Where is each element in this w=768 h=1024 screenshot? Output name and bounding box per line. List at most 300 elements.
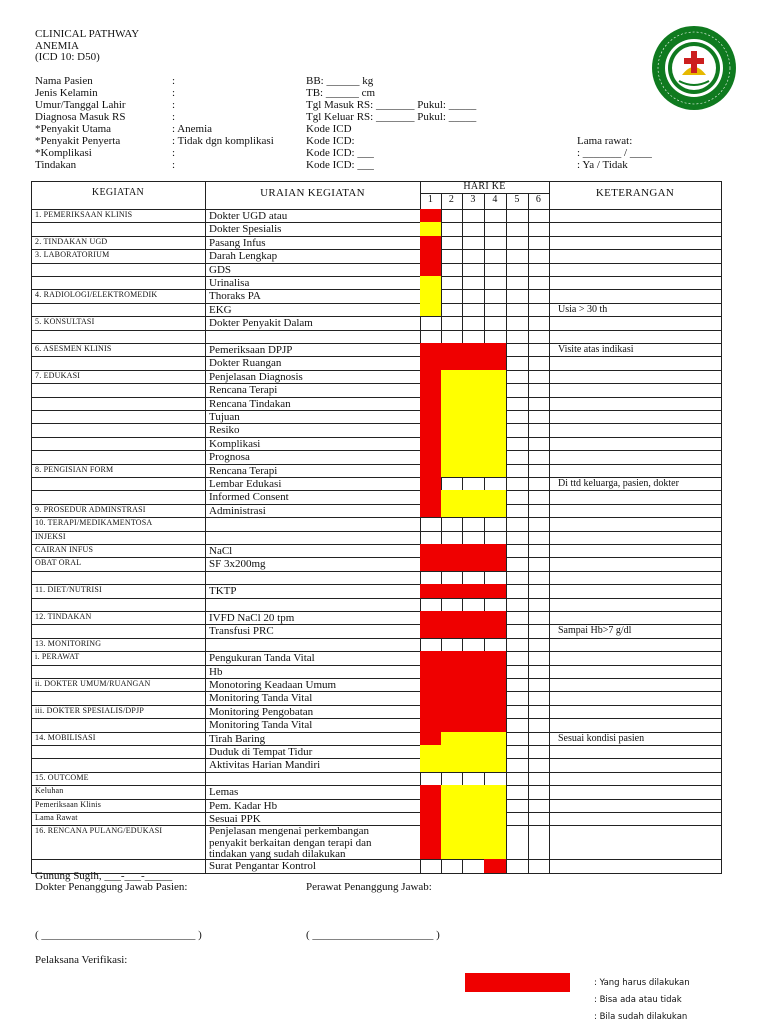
day-cell bbox=[462, 490, 485, 504]
day-cell bbox=[528, 624, 550, 638]
day-cell bbox=[441, 758, 463, 772]
day-cell bbox=[528, 745, 550, 759]
activity-label: NaCl bbox=[209, 545, 233, 557]
day-cell bbox=[420, 289, 442, 303]
activity-label: Tirah Baring bbox=[209, 732, 266, 745]
day-cell bbox=[420, 584, 442, 598]
day-cell bbox=[506, 477, 529, 491]
day-cell bbox=[462, 263, 485, 277]
day-cell bbox=[441, 584, 463, 598]
day-cell bbox=[441, 785, 463, 799]
table-row-keterangan bbox=[549, 316, 722, 330]
category-label: 13. MONITORING bbox=[35, 638, 102, 648]
day-cell bbox=[484, 477, 507, 491]
day-cell bbox=[462, 665, 485, 679]
category-label: 2. TINDAKAN UGD bbox=[35, 236, 108, 246]
day-cell bbox=[420, 276, 442, 290]
day-cell bbox=[462, 423, 485, 437]
table-row-keterangan bbox=[549, 504, 722, 518]
day-cell bbox=[506, 745, 529, 759]
day-cell bbox=[462, 598, 485, 612]
category-label: INJEKSI bbox=[35, 531, 66, 541]
day-cell bbox=[528, 691, 550, 705]
day-cell bbox=[484, 584, 507, 598]
day-cell bbox=[462, 450, 485, 464]
category-label: 14. MOBILISASI bbox=[35, 732, 96, 742]
day-cell bbox=[441, 356, 463, 370]
day-cell bbox=[462, 504, 485, 518]
info-value: : Anemia bbox=[172, 123, 213, 135]
day-cell bbox=[528, 464, 550, 478]
day-cell bbox=[420, 437, 442, 451]
day-cell bbox=[462, 370, 485, 384]
activity-label: EKG bbox=[209, 303, 232, 316]
day-cell bbox=[528, 732, 550, 746]
keterangan-label: Sampai Hb>7 g/dl bbox=[558, 625, 632, 637]
table-row-uraian bbox=[205, 584, 421, 598]
day-cell bbox=[484, 531, 507, 545]
table-row-keterangan bbox=[549, 531, 722, 545]
day-cell bbox=[420, 477, 442, 491]
day-cell bbox=[441, 222, 463, 236]
info-far: : _______ / ____ bbox=[577, 147, 652, 159]
day-cell bbox=[484, 303, 507, 317]
day-cell bbox=[462, 356, 485, 370]
activity-label: Duduk di Tempat Tidur bbox=[209, 746, 313, 758]
table-row-kegiatan bbox=[31, 397, 206, 411]
day-cell bbox=[528, 584, 550, 598]
day-cell bbox=[420, 517, 442, 531]
table-row-kegiatan bbox=[31, 423, 206, 437]
day-cell bbox=[506, 236, 529, 250]
table-row-uraian bbox=[205, 772, 421, 786]
day-cell bbox=[528, 209, 550, 223]
category-label: i. PERAWAT bbox=[35, 652, 80, 662]
day-cell bbox=[528, 276, 550, 290]
day-cell bbox=[506, 450, 529, 464]
day-cell bbox=[528, 812, 550, 826]
day-cell bbox=[484, 263, 507, 277]
day-cell bbox=[420, 504, 442, 518]
day-cell bbox=[462, 397, 485, 411]
day-cell bbox=[441, 651, 463, 665]
day-cell bbox=[528, 517, 550, 531]
table-row-uraian bbox=[205, 571, 421, 585]
header-day-number: 3 bbox=[470, 194, 476, 205]
day-cell bbox=[462, 611, 485, 625]
day-cell bbox=[528, 289, 550, 303]
table-row-keterangan bbox=[549, 437, 722, 451]
table-row-kegiatan bbox=[31, 263, 206, 277]
activity-label: Informed Consent bbox=[209, 491, 289, 504]
day-cell bbox=[506, 209, 529, 223]
day-cell bbox=[528, 249, 550, 263]
day-cell bbox=[484, 437, 507, 451]
day-cell bbox=[506, 772, 529, 786]
table-row-keterangan bbox=[549, 450, 722, 464]
day-cell bbox=[420, 397, 442, 411]
table-row-keterangan bbox=[549, 249, 722, 263]
day-cell bbox=[484, 745, 507, 759]
day-cell bbox=[484, 209, 507, 223]
day-cell bbox=[506, 356, 529, 370]
day-cell bbox=[484, 718, 507, 732]
day-cell bbox=[420, 450, 442, 464]
day-cell bbox=[528, 303, 550, 317]
day-cell bbox=[441, 423, 463, 437]
day-cell bbox=[484, 410, 507, 424]
table-row-kegiatan bbox=[31, 222, 206, 236]
day-cell bbox=[528, 531, 550, 545]
header-day-number: 1 bbox=[427, 194, 434, 205]
activity-label: Monitoring Tanda Vital bbox=[209, 692, 313, 705]
day-cell bbox=[462, 276, 485, 290]
day-cell bbox=[441, 397, 463, 411]
category-label: 11. DIET/NUTRISI bbox=[35, 585, 102, 595]
day-cell bbox=[462, 236, 485, 250]
day-cell bbox=[484, 316, 507, 330]
day-cell bbox=[506, 517, 529, 531]
day-cell bbox=[528, 557, 550, 571]
day-cell bbox=[420, 745, 442, 759]
table-row-keterangan bbox=[549, 571, 722, 585]
day-cell bbox=[420, 209, 442, 223]
table-row-keterangan bbox=[549, 584, 722, 598]
day-cell bbox=[420, 343, 442, 357]
activity-label: Penjelasan mengenai perkembangan penyakit berkaitan dengan terapi dan tindakan yang sudah dilakukan bbox=[209, 825, 372, 861]
table-row-keterangan bbox=[549, 611, 722, 625]
day-cell bbox=[506, 544, 529, 558]
table-row-keterangan bbox=[549, 705, 722, 719]
day-cell bbox=[420, 263, 442, 277]
info-right: Kode ICD: ___ bbox=[306, 159, 374, 171]
day-cell bbox=[441, 370, 463, 384]
day-cell bbox=[528, 678, 550, 692]
table-row-kegiatan bbox=[31, 477, 206, 491]
category-label: Pemeriksaan Klinis bbox=[35, 799, 102, 809]
day-cell bbox=[528, 437, 550, 451]
keterangan-label: Di ttd keluarga, pasien, dokter bbox=[558, 478, 679, 489]
day-cell bbox=[528, 544, 550, 558]
day-cell bbox=[462, 316, 485, 330]
info-label: Diagnosa Masuk RS bbox=[35, 111, 126, 123]
day-cell bbox=[506, 812, 529, 826]
activity-label: Dokter Ruangan bbox=[209, 357, 282, 370]
day-cell bbox=[484, 598, 507, 612]
category-label: 5. KONSULTASI bbox=[35, 317, 95, 327]
day-cell bbox=[420, 303, 442, 317]
day-cell bbox=[420, 678, 442, 692]
day-cell bbox=[506, 423, 529, 437]
table-row-keterangan bbox=[549, 691, 722, 705]
category-label: 7. EDUKASI bbox=[35, 370, 81, 380]
table-row-keterangan bbox=[549, 785, 722, 799]
activity-label: Pemeriksaan DPJP bbox=[209, 344, 293, 356]
day-cell bbox=[528, 665, 550, 679]
day-cell bbox=[462, 799, 485, 813]
table-row-keterangan bbox=[549, 490, 722, 504]
activity-label: Rencana Terapi bbox=[209, 464, 278, 477]
day-cell bbox=[462, 330, 485, 344]
day-cell bbox=[506, 785, 529, 799]
day-cell bbox=[420, 691, 442, 705]
day-cell bbox=[506, 557, 529, 571]
day-cell bbox=[506, 222, 529, 236]
table-row-kegiatan bbox=[31, 437, 206, 451]
table-row-keterangan bbox=[549, 289, 722, 303]
day-cell bbox=[462, 638, 485, 652]
day-cell bbox=[420, 665, 442, 679]
day-cell bbox=[420, 236, 442, 250]
day-cell bbox=[528, 758, 550, 772]
day-cell bbox=[484, 397, 507, 411]
day-cell bbox=[462, 825, 485, 860]
table-row-kegiatan bbox=[31, 665, 206, 679]
table-row-kegiatan bbox=[31, 624, 206, 638]
table-row-uraian bbox=[205, 330, 421, 344]
day-cell bbox=[462, 383, 485, 397]
info-right: Kode ICD bbox=[306, 123, 352, 135]
day-cell bbox=[484, 772, 507, 786]
day-cell bbox=[528, 598, 550, 612]
category-label: Keluhan bbox=[35, 786, 64, 796]
day-cell bbox=[528, 316, 550, 330]
table-row-keterangan bbox=[549, 557, 722, 571]
day-cell bbox=[484, 450, 507, 464]
info-right: Tgl Masuk RS: _______ Pukul: _____ bbox=[306, 99, 477, 111]
header-kegiatan-label: KEGIATAN bbox=[91, 187, 145, 198]
day-cell bbox=[506, 504, 529, 518]
day-cell bbox=[506, 531, 529, 545]
activity-label: Dokter Spesialis bbox=[209, 223, 282, 236]
day-cell bbox=[506, 584, 529, 598]
table-row-kegiatan bbox=[31, 410, 206, 424]
day-cell bbox=[528, 490, 550, 504]
day-cell bbox=[506, 383, 529, 397]
day-cell bbox=[420, 812, 442, 826]
day-cell bbox=[420, 732, 442, 746]
day-cell bbox=[462, 544, 485, 558]
day-cell bbox=[506, 303, 529, 317]
info-label: Tindakan bbox=[35, 159, 77, 171]
info-value: : bbox=[172, 99, 176, 111]
day-cell bbox=[528, 859, 550, 873]
table-row-uraian bbox=[205, 638, 421, 652]
info-right: Kode ICD: ___ bbox=[306, 147, 374, 159]
day-cell bbox=[462, 571, 485, 585]
day-cell bbox=[441, 236, 463, 250]
day-cell bbox=[528, 222, 550, 236]
info-value: : bbox=[172, 147, 176, 159]
activity-label: Komplikasi bbox=[209, 437, 261, 450]
day-cell bbox=[420, 316, 442, 330]
day-cell bbox=[484, 812, 507, 826]
day-cell bbox=[420, 772, 442, 786]
category-label: 15. OUTCOME bbox=[35, 772, 89, 782]
day-cell bbox=[441, 303, 463, 317]
activity-label: Sesuai PPK bbox=[209, 813, 261, 825]
day-cell bbox=[484, 638, 507, 652]
day-cell bbox=[528, 343, 550, 357]
day-cell bbox=[528, 477, 550, 491]
info-label: Umur/Tanggal Lahir bbox=[35, 99, 126, 111]
day-cell bbox=[506, 732, 529, 746]
keterangan-label: Sesuai kondisi pasien bbox=[558, 732, 645, 744]
day-cell bbox=[420, 557, 442, 571]
activity-label: Pasang Infus bbox=[209, 236, 266, 249]
day-cell bbox=[528, 330, 550, 344]
header-day-number: 4 bbox=[492, 194, 498, 205]
day-cell bbox=[420, 718, 442, 732]
table-row-keterangan bbox=[549, 678, 722, 692]
activity-label: Pem. Kadar Hb bbox=[209, 799, 278, 812]
table-row-keterangan bbox=[549, 209, 722, 223]
day-cell bbox=[528, 799, 550, 813]
info-right: Tgl Keluar RS: _______ Pukul: _____ bbox=[306, 111, 477, 123]
day-cell bbox=[506, 678, 529, 692]
title-line-1: CLINICAL PATHWAY bbox=[35, 28, 140, 40]
day-cell bbox=[484, 825, 507, 860]
activity-label: GDS bbox=[209, 263, 232, 276]
day-cell bbox=[462, 772, 485, 786]
day-cell bbox=[484, 276, 507, 290]
day-cell bbox=[484, 678, 507, 692]
table-row-kegiatan bbox=[31, 303, 206, 317]
table-row-uraian bbox=[205, 665, 421, 679]
category-label: 6. ASESMEN KLINIS bbox=[35, 344, 112, 353]
day-cell bbox=[484, 799, 507, 813]
info-right: TB: ______ cm bbox=[306, 87, 376, 99]
day-cell bbox=[441, 450, 463, 464]
day-cell bbox=[484, 464, 507, 478]
day-cell bbox=[484, 732, 507, 746]
day-cell bbox=[506, 758, 529, 772]
info-value: : bbox=[172, 159, 176, 171]
day-cell bbox=[441, 718, 463, 732]
day-cell bbox=[462, 464, 485, 478]
header-hari-label: HARI KE bbox=[463, 181, 506, 192]
category-label: Lama Rawat bbox=[35, 813, 78, 822]
day-cell bbox=[462, 410, 485, 424]
activity-label: Darah Lengkap bbox=[209, 250, 278, 263]
category-label: OBAT ORAL bbox=[35, 558, 82, 568]
keterangan-label: Usia > 30 th bbox=[558, 303, 608, 315]
table-row-keterangan bbox=[549, 356, 722, 370]
table-row-keterangan bbox=[549, 423, 722, 437]
day-cell bbox=[441, 490, 463, 504]
day-cell bbox=[484, 758, 507, 772]
header-day-number: 2 bbox=[448, 194, 455, 205]
day-cell bbox=[506, 316, 529, 330]
day-cell bbox=[420, 825, 442, 860]
table-row-keterangan bbox=[549, 718, 722, 732]
day-cell bbox=[441, 665, 463, 679]
day-cell bbox=[484, 691, 507, 705]
day-cell bbox=[441, 638, 463, 652]
table-row-keterangan bbox=[549, 665, 722, 679]
info-label: Nama Pasien bbox=[35, 75, 93, 87]
day-cell bbox=[441, 812, 463, 826]
info-right: BB: ______ kg bbox=[306, 75, 374, 87]
info-label: Jenis Kelamin bbox=[35, 87, 98, 99]
activity-label: Aktivitas Harian Mandiri bbox=[209, 759, 321, 772]
day-cell bbox=[506, 343, 529, 357]
day-cell bbox=[484, 370, 507, 384]
day-cell bbox=[484, 289, 507, 303]
day-cell bbox=[462, 209, 485, 223]
day-cell bbox=[462, 718, 485, 732]
doctor-label: Dokter Penanggung Jawab Pasien: bbox=[35, 881, 188, 893]
day-cell bbox=[528, 638, 550, 652]
category-label: CAIRAN INFUS bbox=[35, 545, 94, 554]
table-row-keterangan bbox=[549, 825, 722, 860]
day-cell bbox=[462, 758, 485, 772]
day-cell bbox=[420, 624, 442, 638]
day-cell bbox=[506, 571, 529, 585]
day-cell bbox=[506, 330, 529, 344]
day-cell bbox=[420, 531, 442, 545]
day-cell bbox=[484, 665, 507, 679]
day-cell bbox=[506, 410, 529, 424]
day-cell bbox=[441, 276, 463, 290]
day-cell bbox=[441, 571, 463, 585]
category-label: ii. DOKTER UMUM/RUANGAN bbox=[35, 679, 151, 688]
day-cell bbox=[462, 812, 485, 826]
category-label: 12. TINDAKAN bbox=[35, 612, 92, 621]
day-cell bbox=[441, 859, 463, 873]
day-cell bbox=[441, 825, 463, 860]
activity-label: Monitoring Tanda Vital bbox=[209, 719, 313, 732]
table-row-kegiatan bbox=[31, 691, 206, 705]
day-cell bbox=[528, 611, 550, 625]
legend-swatch-red bbox=[465, 973, 570, 992]
day-cell bbox=[506, 691, 529, 705]
day-cell bbox=[484, 423, 507, 437]
day-cell bbox=[420, 598, 442, 612]
activity-label: Penjelasan Diagnosis bbox=[209, 370, 303, 383]
day-cell bbox=[506, 799, 529, 813]
table-row-keterangan bbox=[549, 859, 722, 873]
table-row-kegiatan bbox=[31, 758, 206, 772]
day-cell bbox=[462, 222, 485, 236]
doctor-signature: ( ____________________________ ) bbox=[35, 929, 202, 941]
legend-text-red: : Yang harus dilakukan bbox=[594, 978, 690, 988]
table-row-keterangan bbox=[549, 638, 722, 652]
day-cell bbox=[420, 423, 442, 437]
activity-label: Lemas bbox=[209, 786, 239, 799]
day-cell bbox=[484, 859, 507, 873]
day-cell bbox=[420, 370, 442, 384]
day-cell bbox=[441, 611, 463, 625]
table-row-keterangan bbox=[549, 651, 722, 665]
header-keterangan-label: KETERANGAN bbox=[595, 187, 675, 199]
table-row-keterangan bbox=[549, 758, 722, 772]
day-cell bbox=[506, 276, 529, 290]
day-cell bbox=[484, 343, 507, 357]
day-cell bbox=[484, 557, 507, 571]
table-row-keterangan bbox=[549, 517, 722, 531]
activity-label: Resiko bbox=[209, 424, 240, 437]
info-value: : bbox=[172, 111, 176, 123]
table-row-keterangan bbox=[549, 598, 722, 612]
day-cell bbox=[420, 638, 442, 652]
activity-label: Rencana Terapi bbox=[209, 384, 278, 397]
document-title bbox=[35, 29, 139, 64]
day-cell bbox=[528, 263, 550, 277]
day-cell bbox=[484, 383, 507, 397]
day-cell bbox=[462, 785, 485, 799]
day-cell bbox=[441, 477, 463, 491]
